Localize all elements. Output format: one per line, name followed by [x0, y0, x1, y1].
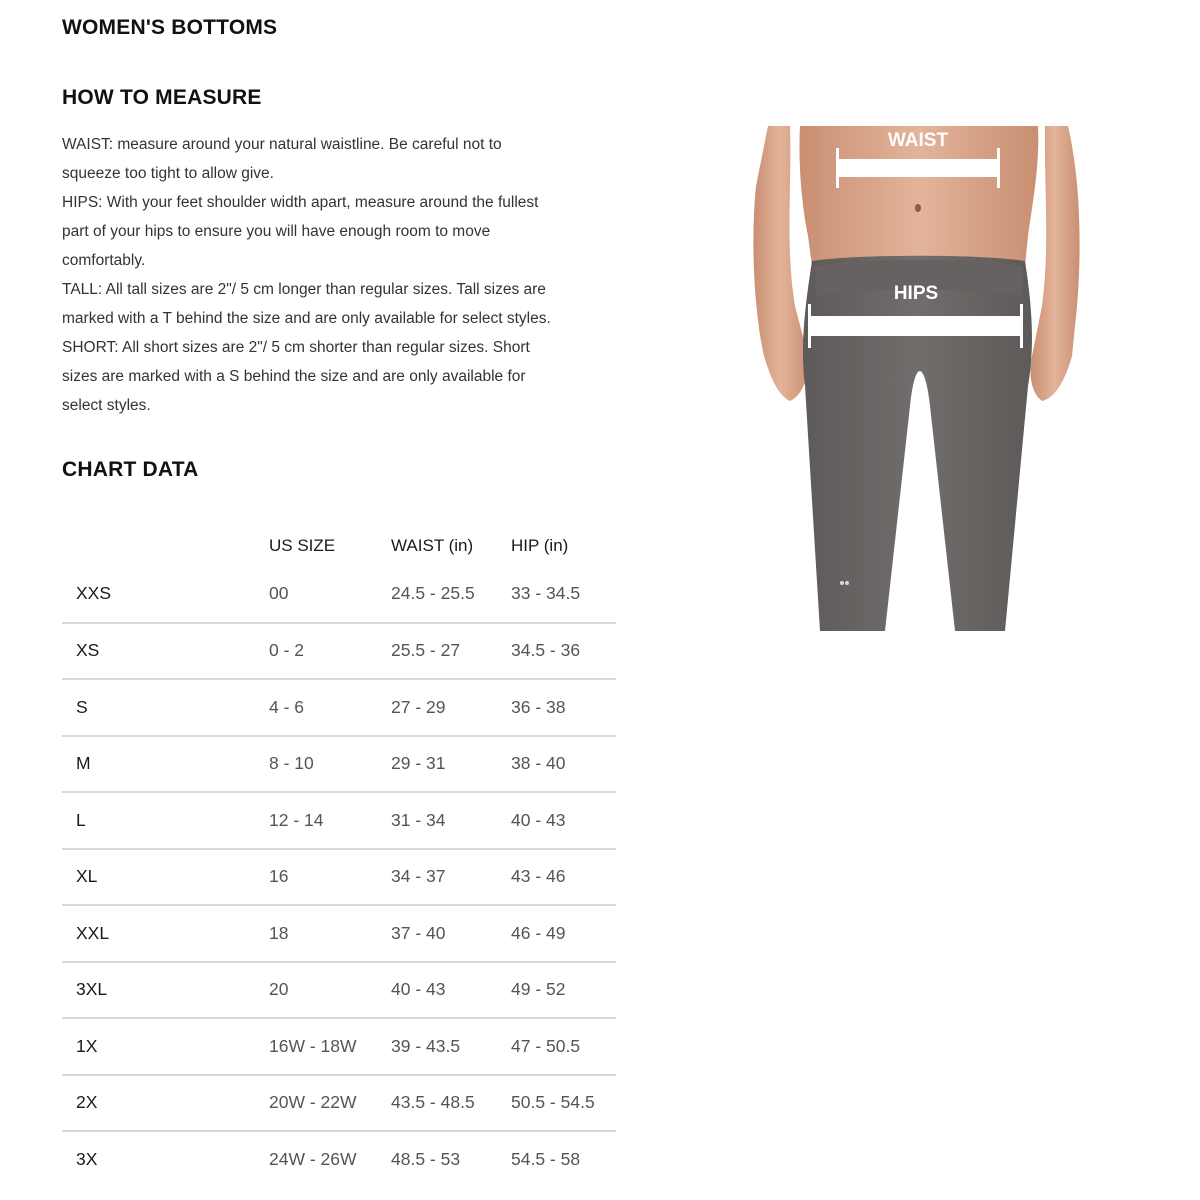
- how-to-measure-heading: HOW TO MEASURE: [62, 86, 262, 109]
- table-row: [62, 679, 616, 736]
- us-size-cell: 00: [269, 566, 391, 623]
- waist-cell: 24.5 - 25.5: [391, 566, 511, 623]
- instruction-line: HIPS: With your feet shoulder width apart, measure around the fullest: [62, 194, 539, 211]
- waist-cell: 29 - 31: [391, 736, 511, 793]
- table-row: [62, 1018, 616, 1075]
- hip-cell: 49 - 52: [511, 962, 616, 1019]
- table-row: [62, 1075, 616, 1132]
- size-cell: L: [62, 792, 269, 849]
- hip-cell: 38 - 40: [511, 736, 616, 793]
- instruction-line: SHORT: All short sizes are 2"/ 5 cm shorter than regular sizes. Short: [62, 339, 530, 356]
- waist-cell: 31 - 34: [391, 792, 511, 849]
- hip-cell: 36 - 38: [511, 679, 616, 736]
- hip-cell: 43 - 46: [511, 849, 616, 906]
- waist-cell: 27 - 29: [391, 679, 511, 736]
- table-row: [62, 905, 616, 962]
- column-header-us-size: US SIZE: [269, 536, 336, 555]
- right-arm: [1030, 126, 1079, 401]
- waist-cell: 40 - 43: [391, 962, 511, 1019]
- hip-cell: 34.5 - 36: [511, 623, 616, 680]
- size-cell: M: [62, 736, 269, 793]
- model-leggings-illustration: [750, 126, 1085, 636]
- size-cell: XS: [62, 623, 269, 680]
- hip-cell: 54.5 - 58: [511, 1149, 581, 1170]
- table-row: [62, 623, 616, 680]
- us-size-cell: 12 - 14: [269, 792, 391, 849]
- us-size-cell: 16: [269, 849, 391, 906]
- size-cell: XXL: [62, 905, 269, 962]
- column-header-hip: HIP (in): [511, 536, 569, 555]
- chart-data-heading: CHART DATA: [62, 458, 199, 481]
- column-header-waist: WAIST (in): [391, 536, 474, 555]
- us-size-cell: 20W - 22W: [269, 1075, 391, 1132]
- hip-cell: 47 - 50.5: [511, 1018, 616, 1075]
- column-header-size: [62, 520, 269, 566]
- hip-cell: 50.5 - 54.5: [511, 1075, 616, 1132]
- us-size-cell: 8 - 10: [269, 736, 391, 793]
- waist-cell: 39 - 43.5: [391, 1018, 511, 1075]
- instruction-line: squeeze too tight to allow give.: [62, 165, 274, 182]
- table-row: [62, 1131, 616, 1188]
- table-row: [62, 962, 616, 1019]
- us-size-cell: 16W - 18W: [269, 1018, 391, 1075]
- instruction-line: select styles.: [62, 397, 151, 414]
- waist-cell: 34 - 37: [391, 849, 511, 906]
- waist-cell: 48.5 - 53: [391, 1149, 461, 1170]
- instruction-line: WAIST: measure around your natural waistline. Be careful not to: [62, 136, 502, 153]
- instruction-line: marked with a T behind the size and are only available for select styles.: [62, 310, 551, 327]
- waist-cell: 43.5 - 48.5: [391, 1075, 511, 1132]
- page-title: WOMEN'S BOTTOMS: [62, 16, 278, 39]
- table-row: [62, 736, 616, 793]
- size-cell: 3XL: [62, 962, 269, 1019]
- leggings: [803, 256, 1032, 631]
- table-row: [62, 792, 616, 849]
- waist-label: WAIST: [887, 130, 949, 151]
- hip-cell: 33 - 34.5: [511, 566, 616, 623]
- us-size-cell: 20: [269, 962, 391, 1019]
- size-cell: S: [62, 679, 269, 736]
- waist-cell: 25.5 - 27: [391, 623, 511, 680]
- hip-cell: 40 - 43: [511, 792, 616, 849]
- instruction-line: part of your hips to ensure you will have enough room to move: [62, 223, 491, 240]
- size-cell: 3X: [76, 1149, 98, 1170]
- table-row: [62, 849, 616, 906]
- hip-cell: 46 - 49: [511, 905, 616, 962]
- size-chart-table: [62, 520, 616, 1188]
- measure-instructions: [62, 130, 622, 420]
- size-cell: XXS: [62, 566, 269, 623]
- us-size-cell: 4 - 6: [269, 679, 391, 736]
- waist-cell: 37 - 40: [391, 905, 511, 962]
- size-cell: 2X: [62, 1075, 269, 1132]
- size-cell: XL: [62, 849, 269, 906]
- us-size-cell: 24W - 26W: [269, 1149, 357, 1170]
- hips-label: HIPS: [893, 283, 939, 304]
- hips-marker-bar: [810, 316, 1022, 336]
- table-row: [62, 566, 616, 623]
- instruction-line: comfortably.: [62, 252, 146, 269]
- us-size-cell: 0 - 2: [269, 623, 391, 680]
- waist-marker-bar: [838, 159, 998, 177]
- measurement-figure: [750, 126, 1085, 636]
- instruction-line: TALL: All tall sizes are 2"/ 5 cm longer than regular sizes. Tall sizes are: [62, 281, 546, 298]
- us-size-cell: 18: [269, 905, 391, 962]
- size-cell: 1X: [62, 1018, 269, 1075]
- table-header-row: [62, 520, 616, 566]
- instruction-line: sizes are marked with a S behind the size and are only available for: [62, 368, 526, 385]
